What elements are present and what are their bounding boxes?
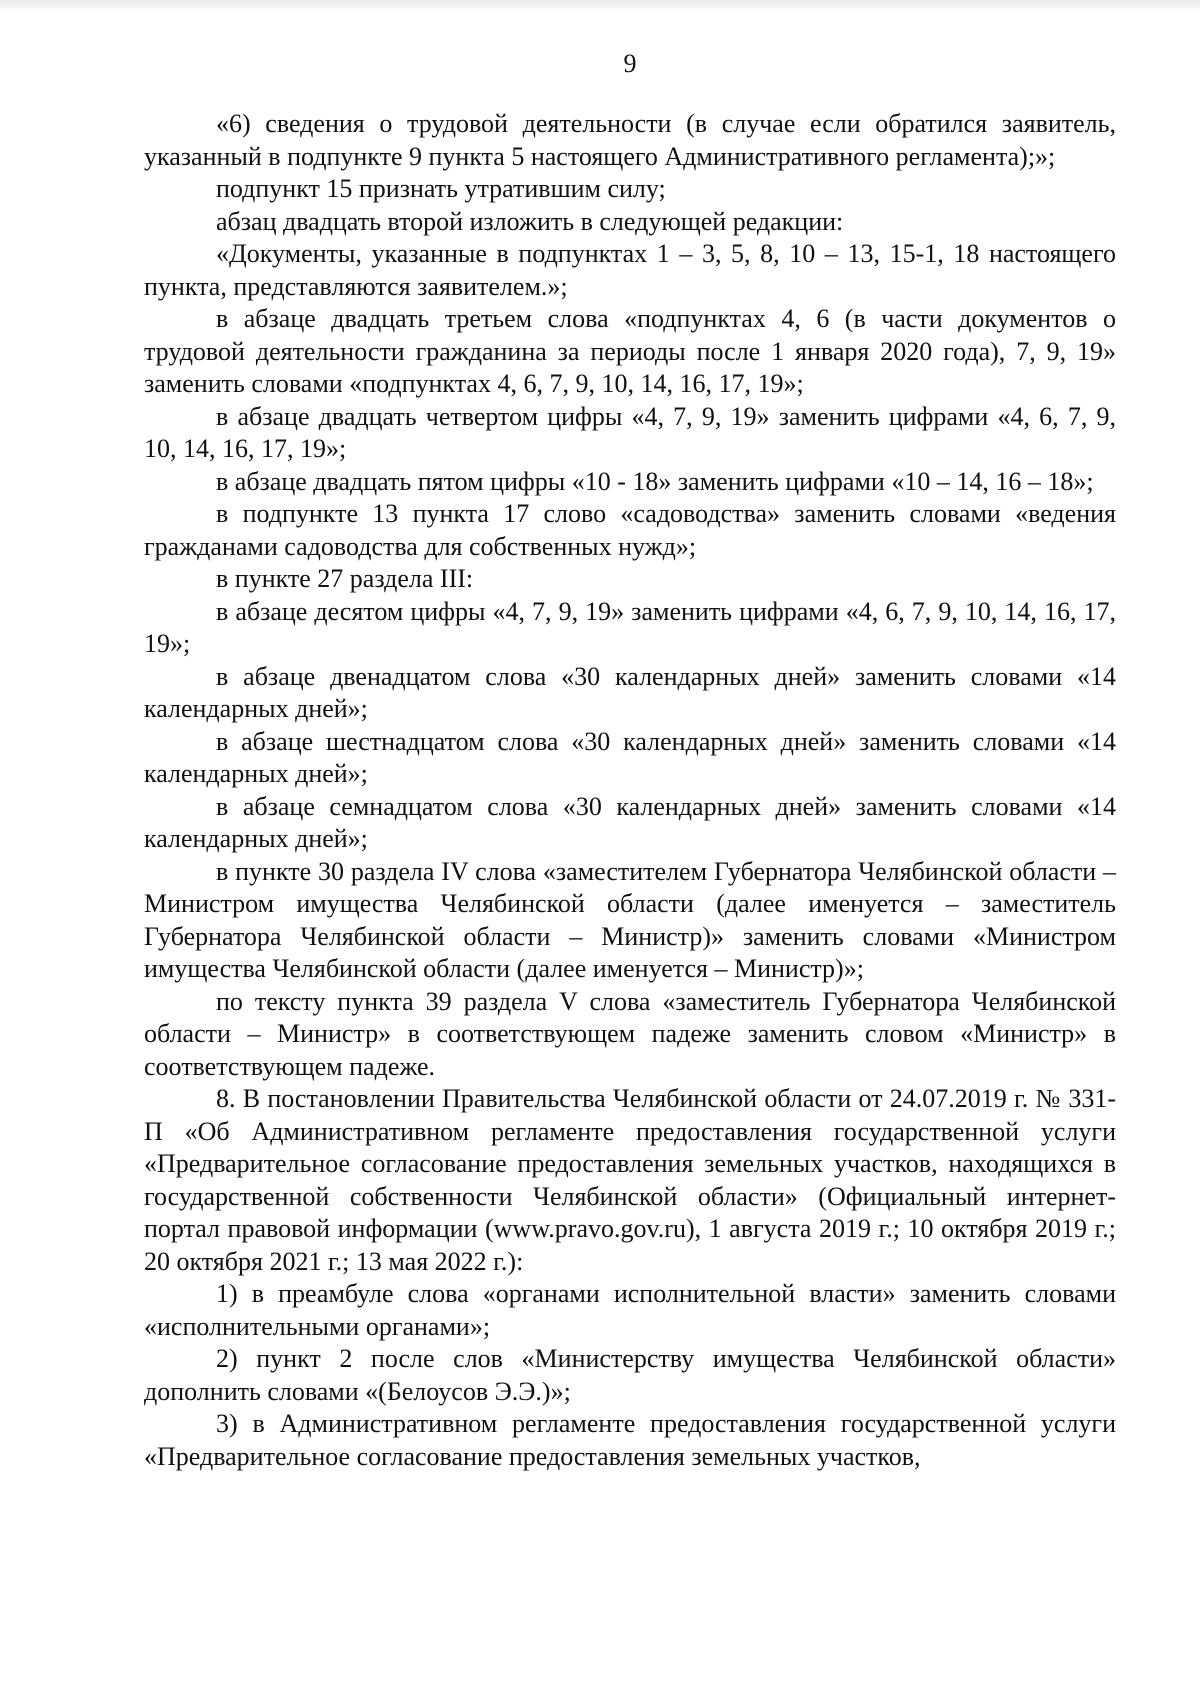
paragraph: в пункте 27 раздела III: <box>216 564 474 593</box>
paragraph: абзац двадцать второй изложить в следующей редакции: <box>216 206 844 236</box>
paragraph: в абзаце двадцать пятом цифры «10 - 18» заменить цифрами «10 – 14, 16 – 18»; <box>216 466 1094 496</box>
paragraph: в абзаце двадцать третьем слова «подпунктах 4, 6 (в части документов о трудовой деятельности гражданина за периоды после 1 января 2020 года), 7, 9, 19» заменить словами «подпунктах 4, 6, 7, 9, 10, 14, 16, 17, 19»; <box>144 304 1116 398</box>
paragraph: в абзаце двадцать четвертом цифры «4, 7, 9, 19» заменить цифрами «4, 6, 7, 9, 10, 14, 16, 17, 19»; <box>144 401 1116 463</box>
paragraph: в подпункте 13 пункта 17 слово «садоводства» заменить словами «ведения гражданами садоводства для собственных нужд»; <box>144 499 1116 561</box>
paragraph: в абзаце двенадцатом слова «30 календарных дней» заменить словами «14 календарных дней»; <box>144 661 1116 723</box>
paragraph: «Документы, указанные в подпунктах 1 – 3, 5, 8, 10 – 13, 15-1, 18 настоящего пункта, представляются заявителем.»; <box>144 239 1116 301</box>
paragraph: 3) в Административном регламенте предоставления государственной услуги «Предварительное согласование предоставления земельных участков, <box>144 1409 1116 1471</box>
document-body <box>144 108 1116 1473</box>
page-number: 9 <box>623 49 637 78</box>
paragraph: в абзаце семнадцатом слова «30 календарных дней» заменить словами «14 календарных дней»; <box>144 791 1116 853</box>
scan-edge <box>0 0 1200 12</box>
paragraph: в пункте 30 раздела IV слова «заместителем Губернатора Челябинской области – Министром имущества Челябинской области (далее именуется – заместитель Губернатора Челябинской области – Министр)» заменить словами «Министром имущества Челябинской области (далее именуется – Министр)»; <box>144 856 1116 983</box>
paragraph: по тексту пункта 39 раздела V слова «заместитель Губернатора Челябинской области – Министр» в соответствующем падеже заменить словом «Министр» в соответствующем падеже. <box>144 986 1116 1081</box>
paragraph: подпункт 15 признать утратившим силу; <box>216 174 666 203</box>
paragraph: в абзаце десятом цифры «4, 7, 9, 19» заменить цифрами «4, 6, 7, 9, 10, 14, 16, 17, 19»; <box>144 596 1116 658</box>
paragraph: 8. В постановлении Правительства Челябинской области от 24.07.2019 г. № 331-П «Об Административном регламенте предоставления государственной услуги «Предварительное согласование предоставления земельных участков, находящихся в государственной собственности Челябинской области» (Официальный интернет-портал правовой информации (www.pravo.gov.ru), 1 августа 2019 г.; 10 октября 2019 г.; 20 октября 2021 г.; 13 мая 2022 г.): <box>144 1084 1116 1276</box>
paragraph: 1) в преамбуле слова «органами исполнительной власти» заменить словами «исполнительными органами»; <box>144 1279 1116 1341</box>
paragraph: «6) сведения о трудовой деятельности (в случае если обратился заявитель, указанный в подпункте 9 пункта 5 настоящего Административного регламента);»; <box>144 109 1116 171</box>
paragraph: 2) пункт 2 после слов «Министерству имущества Челябинской области» дополнить словами «(Белоусов Э.Э.)»; <box>144 1344 1116 1406</box>
paragraph: в абзаце шестнадцатом слова «30 календарных дней» заменить словами «14 календарных дней»; <box>144 726 1116 788</box>
